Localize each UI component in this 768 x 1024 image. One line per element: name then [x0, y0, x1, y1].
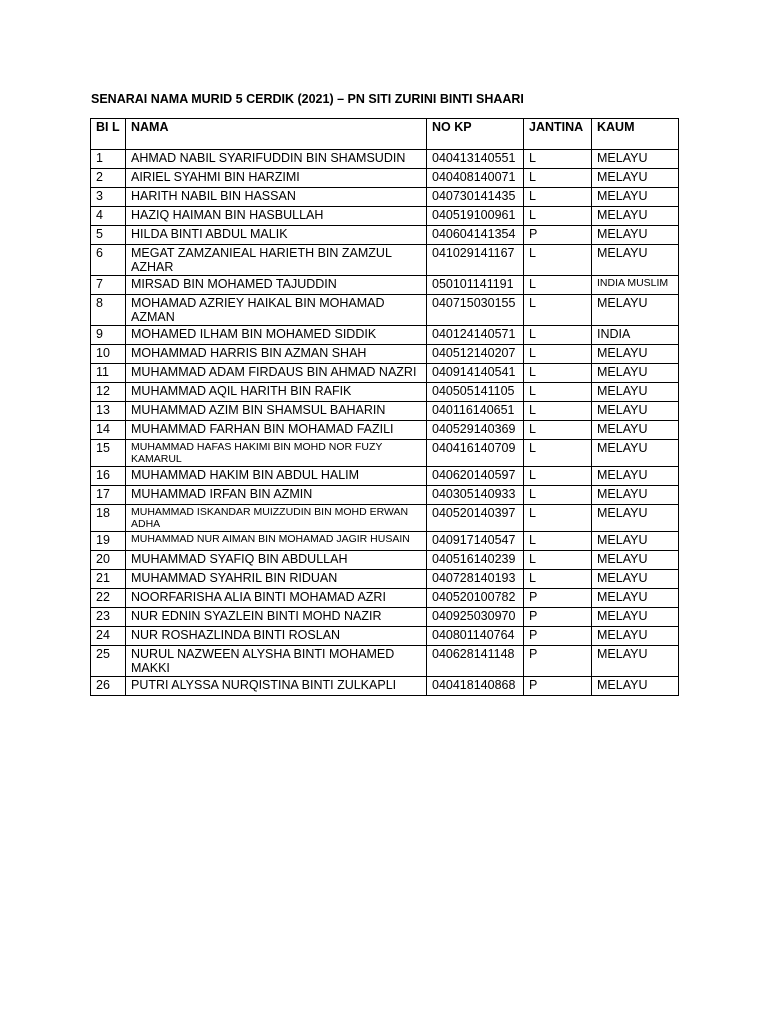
cell-nama: MUHAMMAD SYAHRIL BIN RIDUAN: [126, 570, 427, 589]
cell-bil: 19: [91, 532, 126, 551]
cell-bil: 12: [91, 383, 126, 402]
cell-jantina: L: [524, 551, 592, 570]
cell-nokp: 040628141148: [427, 646, 524, 677]
table-row: [91, 364, 679, 383]
cell-nama: NOORFARISHA ALIA BINTI MOHAMAD AZRI: [126, 589, 427, 608]
cell-kaum: MELAYU: [592, 551, 679, 570]
cell-kaum: INDIA: [592, 326, 679, 345]
cell-nokp: 040305140933: [427, 486, 524, 505]
table-body: [91, 150, 679, 696]
cell-jantina: L: [524, 345, 592, 364]
cell-kaum: MELAYU: [592, 589, 679, 608]
cell-kaum: MELAYU: [592, 677, 679, 696]
cell-nokp: 050101141191: [427, 276, 524, 295]
cell-nama: MUHAMMAD ADAM FIRDAUS BIN AHMAD NAZRI: [126, 364, 427, 383]
cell-bil: 18: [91, 505, 126, 532]
cell-bil: 20: [91, 551, 126, 570]
cell-nokp: 040715030155: [427, 295, 524, 326]
cell-jantina: L: [524, 383, 592, 402]
cell-bil: 9: [91, 326, 126, 345]
cell-jantina: P: [524, 608, 592, 627]
cell-jantina: L: [524, 486, 592, 505]
cell-nama: MUHAMMAD FARHAN BIN MOHAMAD FAZILI: [126, 421, 427, 440]
cell-nokp: 040925030970: [427, 608, 524, 627]
cell-nokp: 040416140709: [427, 440, 524, 467]
cell-kaum: MELAYU: [592, 383, 679, 402]
cell-nama: MEGAT ZAMZANIEAL HARIETH BIN ZAMZUL AZHAR: [126, 245, 427, 276]
table-row: [91, 188, 679, 207]
cell-bil: 23: [91, 608, 126, 627]
cell-nokp: 040604141354: [427, 226, 524, 245]
cell-bil: 15: [91, 440, 126, 467]
table-row: [91, 486, 679, 505]
cell-nama: HAZIQ HAIMAN BIN HASBULLAH: [126, 207, 427, 226]
cell-nama: MOHAMED ILHAM BIN MOHAMED SIDDIK: [126, 326, 427, 345]
table-row: [91, 326, 679, 345]
cell-jantina: L: [524, 532, 592, 551]
cell-kaum: MELAYU: [592, 646, 679, 677]
table-row: [91, 505, 679, 532]
cell-jantina: L: [524, 245, 592, 276]
cell-kaum: MELAYU: [592, 570, 679, 589]
cell-nokp: 040728140193: [427, 570, 524, 589]
cell-nokp: 040520100782: [427, 589, 524, 608]
cell-jantina: L: [524, 467, 592, 486]
header-jantina: JANTINA: [524, 119, 592, 150]
header-nama: NAMA: [126, 119, 427, 150]
cell-kaum: MELAYU: [592, 440, 679, 467]
cell-nama: MUHAMMAD HAKIM BIN ABDUL HALIM: [126, 467, 427, 486]
table-row: [91, 627, 679, 646]
table-row: [91, 276, 679, 295]
cell-bil: 26: [91, 677, 126, 696]
cell-bil: 25: [91, 646, 126, 677]
cell-nokp: 040529140369: [427, 421, 524, 440]
cell-nokp: 041029141167: [427, 245, 524, 276]
cell-bil: 17: [91, 486, 126, 505]
cell-nokp: 040730141435: [427, 188, 524, 207]
table-row: [91, 207, 679, 226]
cell-jantina: L: [524, 150, 592, 169]
cell-jantina: L: [524, 169, 592, 188]
cell-nokp: 040512140207: [427, 345, 524, 364]
cell-nokp: 040520140397: [427, 505, 524, 532]
cell-nokp: 040124140571: [427, 326, 524, 345]
cell-nokp: 040408140071: [427, 169, 524, 188]
cell-bil: 10: [91, 345, 126, 364]
cell-nokp: 040801140764: [427, 627, 524, 646]
cell-bil: 3: [91, 188, 126, 207]
cell-jantina: L: [524, 207, 592, 226]
table-row: [91, 402, 679, 421]
cell-bil: 22: [91, 589, 126, 608]
cell-nama: NUR EDNIN SYAZLEIN BINTI MOHD NAZIR: [126, 608, 427, 627]
cell-kaum: MELAYU: [592, 486, 679, 505]
cell-nama: HARITH NABIL BIN HASSAN: [126, 188, 427, 207]
cell-kaum: MELAYU: [592, 627, 679, 646]
table-row: [91, 421, 679, 440]
cell-nama: HILDA BINTI ABDUL MALIK: [126, 226, 427, 245]
cell-nokp: 040519100961: [427, 207, 524, 226]
table-row: [91, 440, 679, 467]
cell-nama: MUHAMMAD SYAFIQ BIN ABDULLAH: [126, 551, 427, 570]
cell-jantina: L: [524, 570, 592, 589]
cell-nama: MOHAMAD AZRIEY HAIKAL BIN MOHAMAD AZMAN: [126, 295, 427, 326]
cell-nama: MUHAMMAD HAFAS HAKIMI BIN MOHD NOR FUZY KAMARUL: [126, 440, 427, 467]
cell-nama: MUHAMMAD AZIM BIN SHAMSUL BAHARIN: [126, 402, 427, 421]
cell-nokp: 040917140547: [427, 532, 524, 551]
cell-kaum: MELAYU: [592, 532, 679, 551]
cell-kaum: MELAYU: [592, 150, 679, 169]
cell-nokp: 040914140541: [427, 364, 524, 383]
table-row: [91, 570, 679, 589]
cell-kaum: MELAYU: [592, 226, 679, 245]
cell-jantina: L: [524, 364, 592, 383]
cell-jantina: L: [524, 276, 592, 295]
cell-kaum: MELAYU: [592, 505, 679, 532]
cell-nama: AHMAD NABIL SYARIFUDDIN BIN SHAMSUDIN: [126, 150, 427, 169]
cell-nokp: 040413140551: [427, 150, 524, 169]
table-row: [91, 467, 679, 486]
table-row: [91, 608, 679, 627]
cell-kaum: MELAYU: [592, 169, 679, 188]
header-kaum: KAUM: [592, 119, 679, 150]
cell-bil: 24: [91, 627, 126, 646]
cell-kaum: MELAYU: [592, 467, 679, 486]
cell-nokp: 040418140868: [427, 677, 524, 696]
cell-bil: 13: [91, 402, 126, 421]
cell-nama: MUHAMMAD NUR AIMAN BIN MOHAMAD JAGIR HUSAIN: [126, 532, 427, 551]
table-row: [91, 226, 679, 245]
cell-nama: NUR ROSHAZLINDA BINTI ROSLAN: [126, 627, 427, 646]
table-row: [91, 551, 679, 570]
cell-bil: 5: [91, 226, 126, 245]
cell-bil: 21: [91, 570, 126, 589]
table-row: [91, 245, 679, 276]
document-title: SENARAI NAMA MURID 5 CERDIK (2021) – PN SITI ZURINI BINTI SHAARI: [91, 92, 524, 106]
cell-bil: 4: [91, 207, 126, 226]
cell-nama: PUTRI ALYSSA NURQISTINA BINTI ZULKAPLI: [126, 677, 427, 696]
cell-bil: 7: [91, 276, 126, 295]
cell-kaum: INDIA MUSLIM: [592, 276, 679, 295]
cell-nama: MUHAMMAD AQIL HARITH BIN RAFIK: [126, 383, 427, 402]
cell-kaum: MELAYU: [592, 402, 679, 421]
cell-kaum: MELAYU: [592, 345, 679, 364]
table-row: [91, 169, 679, 188]
table-row: [91, 150, 679, 169]
cell-bil: 8: [91, 295, 126, 326]
cell-kaum: MELAYU: [592, 245, 679, 276]
table-row: [91, 589, 679, 608]
table-row: [91, 677, 679, 696]
cell-kaum: MELAYU: [592, 188, 679, 207]
cell-nama: AIRIEL SYAHMI BIN HARZIMI: [126, 169, 427, 188]
student-list-table: [90, 118, 679, 696]
cell-nokp: 040516140239: [427, 551, 524, 570]
cell-bil: 2: [91, 169, 126, 188]
table-row: [91, 532, 679, 551]
header-nokp: NO KP: [427, 119, 524, 150]
cell-nama: NURUL NAZWEEN ALYSHA BINTI MOHAMED MAKKI: [126, 646, 427, 677]
table-row: [91, 345, 679, 364]
cell-kaum: MELAYU: [592, 295, 679, 326]
cell-jantina: P: [524, 646, 592, 677]
table-row: [91, 646, 679, 677]
cell-jantina: P: [524, 589, 592, 608]
cell-kaum: MELAYU: [592, 207, 679, 226]
cell-bil: 14: [91, 421, 126, 440]
cell-bil: 11: [91, 364, 126, 383]
cell-jantina: L: [524, 440, 592, 467]
cell-kaum: MELAYU: [592, 364, 679, 383]
table-row: [91, 295, 679, 326]
cell-jantina: L: [524, 421, 592, 440]
cell-kaum: MELAYU: [592, 421, 679, 440]
cell-bil: 1: [91, 150, 126, 169]
cell-nokp: 040620140597: [427, 467, 524, 486]
cell-nama: MUHAMMAD ISKANDAR MUIZZUDIN BIN MOHD ERWAN ADHA: [126, 505, 427, 532]
cell-nama: MUHAMMAD IRFAN BIN AZMIN: [126, 486, 427, 505]
cell-jantina: L: [524, 505, 592, 532]
cell-jantina: L: [524, 295, 592, 326]
cell-nokp: 040505141105: [427, 383, 524, 402]
cell-bil: 16: [91, 467, 126, 486]
cell-jantina: P: [524, 677, 592, 696]
table-row: [91, 383, 679, 402]
cell-nama: MOHAMMAD HARRIS BIN AZMAN SHAH: [126, 345, 427, 364]
cell-jantina: L: [524, 402, 592, 421]
cell-kaum: MELAYU: [592, 608, 679, 627]
cell-nama: MIRSAD BIN MOHAMED TAJUDDIN: [126, 276, 427, 295]
header-bil: BI L: [91, 119, 126, 150]
table-header-row: [91, 119, 679, 150]
cell-nokp: 040116140651: [427, 402, 524, 421]
cell-jantina: P: [524, 627, 592, 646]
cell-jantina: L: [524, 188, 592, 207]
cell-jantina: P: [524, 226, 592, 245]
cell-bil: 6: [91, 245, 126, 276]
cell-jantina: L: [524, 326, 592, 345]
